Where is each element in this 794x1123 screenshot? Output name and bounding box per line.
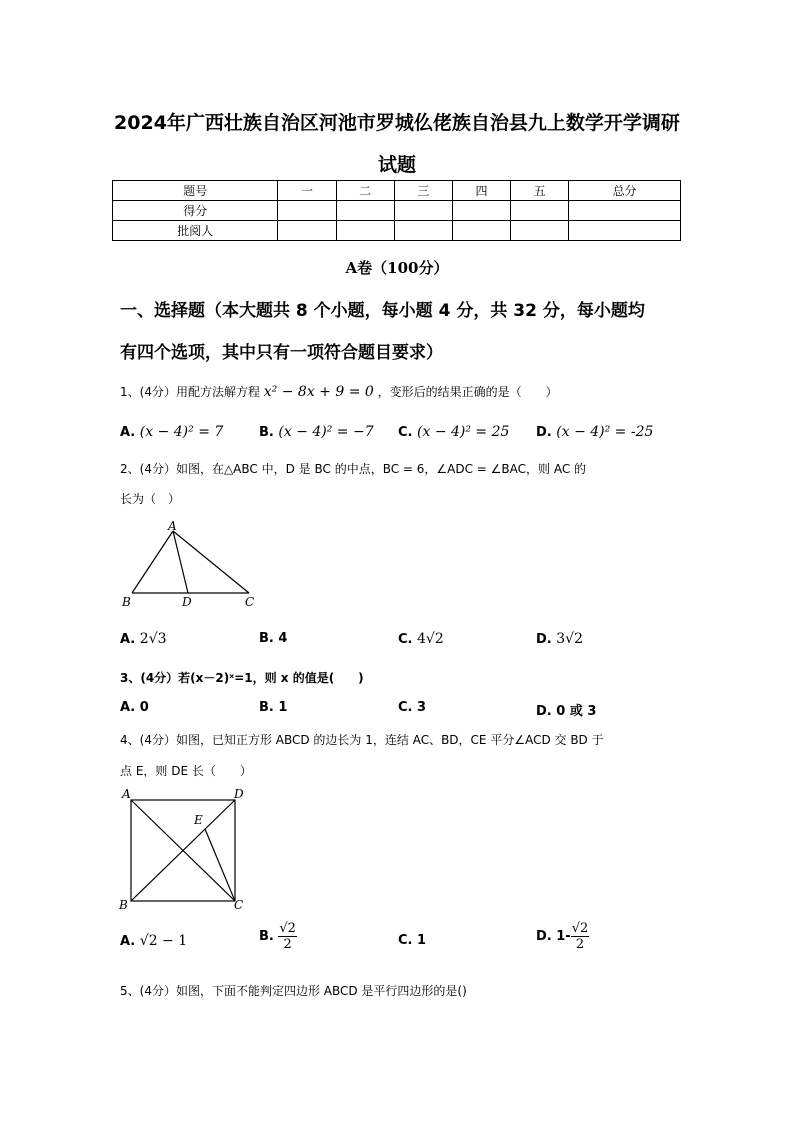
option-c: C. 4√2 [398, 631, 444, 647]
table-cell: 一 [278, 181, 336, 201]
question-5: 5、(4分）如图，下面不能判定四边形 ABCD 是平行四边形的是() [120, 984, 467, 998]
table-row [113, 201, 681, 221]
section-heading: A卷（100分） [345, 259, 449, 277]
table-cell [394, 201, 452, 221]
option-b: B. 1 [259, 700, 288, 715]
option-d: D. 3√2 [536, 631, 584, 647]
option-c: C. 1 [398, 933, 427, 948]
option-a: A. (x − 4)² = 7 [120, 424, 224, 440]
figure-label-b: B [119, 898, 128, 912]
figure-label-b: B [122, 595, 131, 609]
table-cell [511, 201, 569, 221]
option-b: B. $\frac{√2}{2}$ [259, 921, 296, 952]
option-b: B. 4 [259, 631, 288, 646]
table-cell [278, 201, 336, 221]
figure-label-c: C [245, 595, 255, 609]
table-cell: 题号 [113, 181, 278, 201]
figure-label-d: D [234, 787, 244, 801]
figure-label-e: E [194, 813, 203, 827]
table-cell [452, 221, 510, 241]
option-c: C. (x − 4)² = 25 [398, 424, 510, 440]
figure-label-d: D [182, 595, 192, 609]
table-cell [511, 221, 569, 241]
figure-line [173, 531, 249, 593]
square-figure [116, 784, 252, 912]
score-table [112, 180, 681, 241]
table-cell [569, 201, 681, 221]
question-2-line2: 长为（ ） [120, 492, 181, 506]
question-text: ，变形后的结果正确的是（ ） [377, 385, 558, 399]
question-2: 2、(4分）如图，在△ABC 中，D 是 BC 的中点，BC = 6，∠ADC = ∠BAC，则 AC 的 [120, 462, 587, 476]
page-title-line2: 试题 [377, 154, 416, 176]
table-cell: 总分 [569, 181, 681, 201]
table-cell: 五 [511, 181, 569, 201]
option-c: C. 3 [398, 700, 427, 715]
question-4-line2: 点 E，则 DE 长（ ） [120, 764, 252, 778]
part-heading: 一、选择题（本大题共 8 个小题，每小题 4 分，共 32 分，每小题均 [120, 301, 645, 321]
table-cell [336, 221, 394, 241]
fraction: $\frac{√2}{2}$ [279, 921, 296, 952]
figure-label-a: A [168, 519, 177, 533]
table-cell: 三 [394, 181, 452, 201]
table-cell: 批阅人 [113, 221, 278, 241]
option-a: A. 2√3 [120, 631, 167, 647]
question-1 [120, 383, 558, 400]
option-d: D. (x − 4)² = -25 [536, 424, 654, 440]
option-d: D. 0 或 3 [536, 704, 597, 719]
question-text: 1、(4分）用配方法解方程 [120, 385, 260, 399]
table-cell: 四 [452, 181, 510, 201]
table-cell [394, 221, 452, 241]
option-a: A. 0 [120, 700, 149, 715]
equation: x² − 8x + 9 = 0 [263, 384, 374, 400]
part-heading-line2: 有四个选项，其中只有一项符合题目要求） [120, 343, 443, 363]
figure-label-c: C [234, 898, 244, 912]
figure-line [132, 531, 173, 593]
option-a: A. √2 − 1 [120, 933, 188, 949]
table-cell [278, 221, 336, 241]
table-cell: 得分 [113, 201, 278, 221]
question-4: 4、(4分）如图，已知正方形 ABCD 的边长为 1，连结 AC、BD，CE 平分∠ACD 交 BD 于 [120, 733, 604, 747]
figure-line [173, 531, 188, 593]
question-3: 3、(4分）若(x－2)ˣ=1，则 x 的值是( ) [120, 671, 364, 685]
figure-line [205, 829, 235, 901]
triangle-figure [118, 518, 268, 610]
table-row [113, 221, 681, 241]
figure-label-a: A [122, 787, 131, 801]
option-b: B. (x − 4)² = −7 [259, 424, 374, 440]
fraction: $\frac{√2}{2}$ [571, 921, 589, 952]
page-title: 2024年广西壮族自治区河池市罗城仫佬族自治县九上数学开学调研 [114, 112, 680, 134]
table-cell [452, 201, 510, 221]
table-cell: 二 [336, 181, 394, 201]
option-d: D. 1- $\frac{√2}{2}$ [536, 921, 589, 952]
table-cell [569, 221, 681, 241]
table-cell [336, 201, 394, 221]
score-table-header [113, 181, 681, 201]
